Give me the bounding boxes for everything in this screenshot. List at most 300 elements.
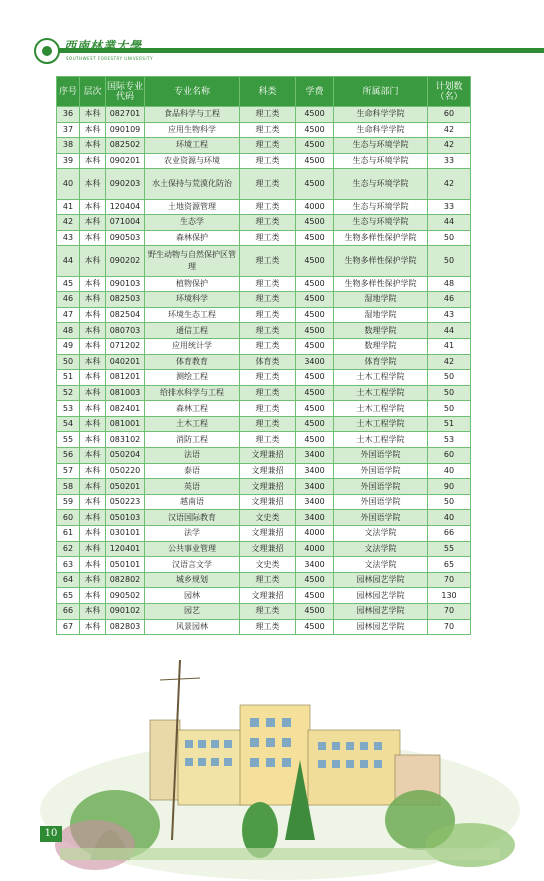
table-row <box>57 370 471 386</box>
table-cell: 本科 <box>80 307 106 323</box>
table-cell: 082803 <box>106 619 145 635</box>
table-cell: 生态与环境学院 <box>334 153 428 169</box>
table-cell: 本科 <box>80 276 106 292</box>
table-cell: 65 <box>57 588 80 604</box>
table-cell: 文法学院 <box>334 557 428 573</box>
table-cell: 法学 <box>145 526 240 542</box>
table-cell: 40 <box>57 169 80 199</box>
table-cell: 汉语言文学 <box>145 557 240 573</box>
table-cell: 园林 <box>145 588 240 604</box>
table-cell: 4500 <box>296 385 334 401</box>
table-cell: 53 <box>57 401 80 417</box>
table-cell: 42 <box>428 138 471 154</box>
table-row <box>57 479 471 495</box>
table-cell: 46 <box>57 292 80 308</box>
table-cell: 46 <box>428 292 471 308</box>
table-row <box>57 510 471 526</box>
table-cell: 082503 <box>106 292 145 308</box>
table-cell: 文理兼招 <box>240 494 296 510</box>
table-cell: 理工类 <box>240 572 296 588</box>
table-cell: 082701 <box>106 107 145 123</box>
table-cell: 理工类 <box>240 246 296 276</box>
table-row <box>57 354 471 370</box>
table-cell: 030101 <box>106 526 145 542</box>
table-cell: 文理兼招 <box>240 541 296 557</box>
table-cell: 理工类 <box>240 276 296 292</box>
table-cell: 4000 <box>296 199 334 215</box>
table-cell: 土木工程学院 <box>334 416 428 432</box>
table-cell: 理工类 <box>240 230 296 246</box>
table-cell: 60 <box>428 107 471 123</box>
table-cell: 4500 <box>296 138 334 154</box>
table-cell: 52 <box>57 385 80 401</box>
table-cell: 理工类 <box>240 385 296 401</box>
table-cell: 42 <box>428 122 471 138</box>
table-cell: 3400 <box>296 557 334 573</box>
table-cell: 4500 <box>296 230 334 246</box>
table-row <box>57 619 471 635</box>
table-cell: 54 <box>57 416 80 432</box>
table-cell: 082504 <box>106 307 145 323</box>
table-cell: 41 <box>428 338 471 354</box>
table-cell: 本科 <box>80 432 106 448</box>
table-cell: 50 <box>428 246 471 276</box>
table-cell: 文法学院 <box>334 526 428 542</box>
table-cell: 本科 <box>80 448 106 464</box>
majors-table <box>56 76 471 635</box>
table-cell: 3400 <box>296 479 334 495</box>
table-row <box>57 199 471 215</box>
table-cell: 42 <box>428 169 471 199</box>
table-cell: 4500 <box>296 323 334 339</box>
table-cell: 60 <box>57 510 80 526</box>
table-cell: 080703 <box>106 323 145 339</box>
table-cell: 本科 <box>80 153 106 169</box>
campus-building-illustration <box>0 660 544 881</box>
table-cell: 62 <box>57 541 80 557</box>
table-row <box>57 401 471 417</box>
table-cell: 082802 <box>106 572 145 588</box>
table-row <box>57 323 471 339</box>
table-cell: 汉语国际教育 <box>145 510 240 526</box>
table-cell: 081201 <box>106 370 145 386</box>
table-cell: 本科 <box>80 122 106 138</box>
table-cell: 42 <box>57 215 80 231</box>
table-cell: 4500 <box>296 122 334 138</box>
table-cell: 文理兼招 <box>240 463 296 479</box>
header-cell: 学费 <box>296 77 334 107</box>
table-cell: 理工类 <box>240 604 296 620</box>
table-cell: 42 <box>428 354 471 370</box>
table-cell: 090102 <box>106 604 145 620</box>
table-cell: 082502 <box>106 138 145 154</box>
table-cell: 4500 <box>296 276 334 292</box>
table-cell: 生命科学学院 <box>334 122 428 138</box>
table-cell: 理工类 <box>240 199 296 215</box>
table-cell: 本科 <box>80 588 106 604</box>
table-cell: 本科 <box>80 604 106 620</box>
table-row <box>57 526 471 542</box>
table-cell: 本科 <box>80 541 106 557</box>
table-cell: 050201 <box>106 479 145 495</box>
table-row <box>57 307 471 323</box>
table-cell: 040201 <box>106 354 145 370</box>
table-row <box>57 463 471 479</box>
table-cell: 081001 <box>106 416 145 432</box>
table-cell: 50 <box>428 401 471 417</box>
table-cell: 53 <box>428 432 471 448</box>
table-cell: 55 <box>428 541 471 557</box>
table-row <box>57 138 471 154</box>
table-cell: 森林保护 <box>145 230 240 246</box>
table-row <box>57 604 471 620</box>
table-cell: 园艺 <box>145 604 240 620</box>
table-cell: 本科 <box>80 463 106 479</box>
table-cell: 本科 <box>80 246 106 276</box>
table-cell: 090103 <box>106 276 145 292</box>
table-row <box>57 448 471 464</box>
table-row <box>57 432 471 448</box>
table-cell: 文史类 <box>240 510 296 526</box>
table-cell: 生命科学学院 <box>334 107 428 123</box>
table-cell: 外国语学院 <box>334 448 428 464</box>
header-cell: 专业名称 <box>145 77 240 107</box>
university-emblem-icon <box>34 38 60 64</box>
table-cell: 50 <box>428 230 471 246</box>
table-cell: 土木工程学院 <box>334 432 428 448</box>
table-cell: 应用统计学 <box>145 338 240 354</box>
table-cell: 理工类 <box>240 619 296 635</box>
table-cell: 生态与环境学院 <box>334 199 428 215</box>
table-cell: 4500 <box>296 432 334 448</box>
table-row <box>57 246 471 276</box>
table-cell: 本科 <box>80 385 106 401</box>
table-cell: 理工类 <box>240 138 296 154</box>
table-cell: 文理兼招 <box>240 479 296 495</box>
table-cell: 4500 <box>296 338 334 354</box>
table-cell: 农业资源与环境 <box>145 153 240 169</box>
table-row <box>57 169 471 199</box>
table-cell: 土木工程学院 <box>334 385 428 401</box>
table-cell: 理工类 <box>240 169 296 199</box>
table-cell: 090202 <box>106 246 145 276</box>
table-cell: 58 <box>57 479 80 495</box>
table-cell: 消防工程 <box>145 432 240 448</box>
table-cell: 3400 <box>296 510 334 526</box>
table-cell: 65 <box>428 557 471 573</box>
table-cell: 130 <box>428 588 471 604</box>
table-cell: 文史类 <box>240 557 296 573</box>
table-cell: 环境科学 <box>145 292 240 308</box>
table-cell: 4000 <box>296 526 334 542</box>
table-cell: 4500 <box>296 292 334 308</box>
table-row <box>57 588 471 604</box>
table-cell: 70 <box>428 604 471 620</box>
table-cell: 4500 <box>296 416 334 432</box>
header-cell: 层次 <box>80 77 106 107</box>
table-cell: 本科 <box>80 510 106 526</box>
table-cell: 湿地学院 <box>334 307 428 323</box>
table-cell: 081003 <box>106 385 145 401</box>
table-cell: 园林园艺学院 <box>334 572 428 588</box>
table-cell: 土木工程学院 <box>334 401 428 417</box>
table-cell: 090201 <box>106 153 145 169</box>
table-row <box>57 338 471 354</box>
table-cell: 090203 <box>106 169 145 199</box>
table-cell: 33 <box>428 153 471 169</box>
table-cell: 050101 <box>106 557 145 573</box>
table-cell: 050103 <box>106 510 145 526</box>
table-cell: 48 <box>428 276 471 292</box>
table-cell: 数理学院 <box>334 323 428 339</box>
table-row <box>57 494 471 510</box>
table-cell: 水土保持与荒漠化防治 <box>145 169 240 199</box>
table-cell: 园林园艺学院 <box>334 619 428 635</box>
table-cell: 071004 <box>106 215 145 231</box>
table-cell: 45 <box>57 276 80 292</box>
table-cell: 风景园林 <box>145 619 240 635</box>
table-cell: 55 <box>57 432 80 448</box>
table-row <box>57 541 471 557</box>
table-cell: 39 <box>57 153 80 169</box>
table-cell: 4500 <box>296 572 334 588</box>
table-cell: 园林园艺学院 <box>334 588 428 604</box>
table-cell: 通信工程 <box>145 323 240 339</box>
table-cell: 文法学院 <box>334 541 428 557</box>
table-cell: 生物多样性保护学院 <box>334 276 428 292</box>
table-cell: 生物多样性保护学院 <box>334 230 428 246</box>
school-name-cn: 西南林業大學 <box>64 39 143 53</box>
table-cell: 37 <box>57 122 80 138</box>
table-cell: 测绘工程 <box>145 370 240 386</box>
table-cell: 土木工程 <box>145 416 240 432</box>
table-cell: 生态与环境学院 <box>334 169 428 199</box>
table-row <box>57 107 471 123</box>
table-cell: 090502 <box>106 588 145 604</box>
header-cell: 科类 <box>240 77 296 107</box>
table-cell: 090109 <box>106 122 145 138</box>
table-row <box>57 572 471 588</box>
table-cell: 文理兼招 <box>240 526 296 542</box>
table-cell: 4500 <box>296 307 334 323</box>
table-cell: 70 <box>428 619 471 635</box>
table-cell: 理工类 <box>240 401 296 417</box>
table-row <box>57 416 471 432</box>
table-cell: 法语 <box>145 448 240 464</box>
table-cell: 44 <box>428 323 471 339</box>
table-cell: 66 <box>428 526 471 542</box>
table-cell: 60 <box>428 448 471 464</box>
table-cell: 食品科学与工程 <box>145 107 240 123</box>
table-cell: 44 <box>428 215 471 231</box>
table-cell: 4500 <box>296 107 334 123</box>
table-cell: 体育教育 <box>145 354 240 370</box>
table-cell: 3400 <box>296 448 334 464</box>
table-cell: 44 <box>57 246 80 276</box>
table-cell: 51 <box>428 416 471 432</box>
table-cell: 生态学 <box>145 215 240 231</box>
table-cell: 本科 <box>80 107 106 123</box>
table-cell: 本科 <box>80 572 106 588</box>
table-cell: 63 <box>57 557 80 573</box>
table-cell: 120401 <box>106 541 145 557</box>
table-cell: 理工类 <box>240 215 296 231</box>
table-cell: 43 <box>57 230 80 246</box>
table-cell: 4500 <box>296 153 334 169</box>
table-cell: 43 <box>428 307 471 323</box>
table-cell: 本科 <box>80 557 106 573</box>
table-cell: 4500 <box>296 169 334 199</box>
table-cell: 理工类 <box>240 122 296 138</box>
table-cell: 本科 <box>80 494 106 510</box>
header-cell: 序号 <box>57 77 80 107</box>
table-cell: 英语 <box>145 479 240 495</box>
table-cell: 51 <box>57 370 80 386</box>
table-cell: 本科 <box>80 138 106 154</box>
table-cell: 文理兼招 <box>240 448 296 464</box>
table-cell: 外国语学院 <box>334 463 428 479</box>
table-cell: 本科 <box>80 323 106 339</box>
table-cell: 56 <box>57 448 80 464</box>
table-cell: 本科 <box>80 169 106 199</box>
table-cell: 本科 <box>80 292 106 308</box>
table-row <box>57 122 471 138</box>
table-cell: 本科 <box>80 479 106 495</box>
table-cell: 70 <box>428 572 471 588</box>
table-cell: 理工类 <box>240 370 296 386</box>
table-cell: 城乡规划 <box>145 572 240 588</box>
table-cell: 4000 <box>296 541 334 557</box>
table-cell: 理工类 <box>240 338 296 354</box>
table-cell: 61 <box>57 526 80 542</box>
header-cell: 国际专业代码 <box>106 77 145 107</box>
table-row <box>57 557 471 573</box>
table-cell: 湿地学院 <box>334 292 428 308</box>
table-cell: 4500 <box>296 401 334 417</box>
table-cell: 植物保护 <box>145 276 240 292</box>
table-cell: 野生动物与自然保护区管理 <box>145 246 240 276</box>
table-cell: 50 <box>428 385 471 401</box>
table-cell: 48 <box>57 323 80 339</box>
table-cell: 环境生态工程 <box>145 307 240 323</box>
table-cell: 67 <box>57 619 80 635</box>
table-cell: 50 <box>428 494 471 510</box>
table-cell: 50 <box>57 354 80 370</box>
table-cell: 090503 <box>106 230 145 246</box>
table-cell: 本科 <box>80 416 106 432</box>
table-row <box>57 153 471 169</box>
table-row <box>57 230 471 246</box>
table-cell: 土木工程学院 <box>334 370 428 386</box>
table-cell: 泰语 <box>145 463 240 479</box>
table-cell: 外国语学院 <box>334 510 428 526</box>
table-cell: 41 <box>57 199 80 215</box>
table-cell: 071202 <box>106 338 145 354</box>
table-cell: 生态与环境学院 <box>334 138 428 154</box>
table-cell: 66 <box>57 604 80 620</box>
table-cell: 土地资源管理 <box>145 199 240 215</box>
page-number: 10 <box>40 826 62 842</box>
table-cell: 120404 <box>106 199 145 215</box>
table-cell: 外国语学院 <box>334 479 428 495</box>
table-cell: 90 <box>428 479 471 495</box>
table-row <box>57 215 471 231</box>
table-row <box>57 276 471 292</box>
table-cell: 森林工程 <box>145 401 240 417</box>
table-cell: 理工类 <box>240 107 296 123</box>
table-cell: 59 <box>57 494 80 510</box>
table-cell: 4500 <box>296 619 334 635</box>
table-header-row <box>57 77 471 107</box>
table-cell: 4500 <box>296 246 334 276</box>
table-cell: 本科 <box>80 338 106 354</box>
table-cell: 本科 <box>80 215 106 231</box>
table-cell: 050223 <box>106 494 145 510</box>
table-cell: 本科 <box>80 370 106 386</box>
table-cell: 64 <box>57 572 80 588</box>
page-header <box>0 0 544 68</box>
table-cell: 理工类 <box>240 307 296 323</box>
table-cell: 4500 <box>296 370 334 386</box>
table-cell: 理工类 <box>240 323 296 339</box>
table-cell: 应用生物科学 <box>145 122 240 138</box>
table-cell: 本科 <box>80 401 106 417</box>
table-cell: 33 <box>428 199 471 215</box>
table-cell: 外国语学院 <box>334 494 428 510</box>
table-cell: 体育类 <box>240 354 296 370</box>
table-cell: 环境工程 <box>145 138 240 154</box>
table-cell: 生态与环境学院 <box>334 215 428 231</box>
table-cell: 082401 <box>106 401 145 417</box>
table-cell: 3400 <box>296 354 334 370</box>
table-cell: 083102 <box>106 432 145 448</box>
school-name-en: SOUTHWEST FORESTRY UNIVERSITY <box>66 56 154 61</box>
table-cell: 4500 <box>296 215 334 231</box>
table-cell: 4500 <box>296 604 334 620</box>
table-cell: 生物多样性保护学院 <box>334 246 428 276</box>
table-cell: 36 <box>57 107 80 123</box>
table-cell: 理工类 <box>240 432 296 448</box>
table-cell: 本科 <box>80 199 106 215</box>
table-body <box>57 107 471 635</box>
table-cell: 本科 <box>80 230 106 246</box>
table-cell: 体育学院 <box>334 354 428 370</box>
table-cell: 49 <box>57 338 80 354</box>
table-cell: 050220 <box>106 463 145 479</box>
table-cell: 园林园艺学院 <box>334 604 428 620</box>
table-cell: 40 <box>428 510 471 526</box>
table-cell: 给排水科学与工程 <box>145 385 240 401</box>
table-cell: 3400 <box>296 494 334 510</box>
table-cell: 47 <box>57 307 80 323</box>
table-row <box>57 385 471 401</box>
header-cell: 所属部门 <box>334 77 428 107</box>
table-cell: 50 <box>428 370 471 386</box>
table-cell: 越南语 <box>145 494 240 510</box>
table-cell: 本科 <box>80 526 106 542</box>
table-cell: 理工类 <box>240 292 296 308</box>
table-cell: 40 <box>428 463 471 479</box>
table-cell: 4500 <box>296 588 334 604</box>
table-cell: 本科 <box>80 354 106 370</box>
table-cell: 公共事业管理 <box>145 541 240 557</box>
table-cell: 理工类 <box>240 153 296 169</box>
table-cell: 3400 <box>296 463 334 479</box>
header-cell: 计划数（名） <box>428 77 471 107</box>
table-row <box>57 292 471 308</box>
table-cell: 57 <box>57 463 80 479</box>
table-cell: 38 <box>57 138 80 154</box>
